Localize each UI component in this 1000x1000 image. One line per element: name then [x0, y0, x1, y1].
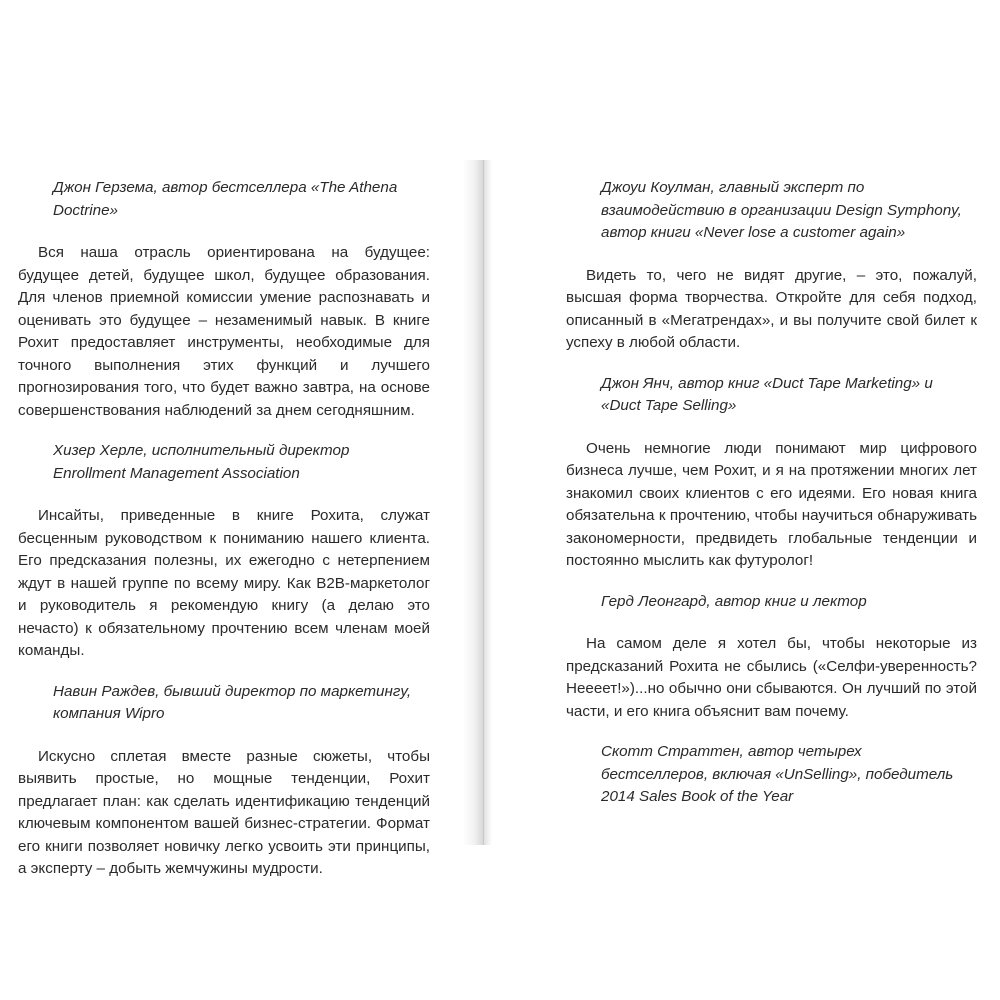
- endorsement-quote: Инсайты, приведенные в книге Рохита, служат бесценным руководством к пониманию нашего клиента. Его предсказания полезны, их ежегодно с нетерпением ждут в нашей группе по всему миру. Как B2B-маркетолог и руководитель я рекомендую книгу (а делаю это нечасто) к обязательному прочтению всем членам моей команды.: [18, 507, 430, 659]
- endorsement-attribution: Герд Леонгард, автор книг и лектор: [601, 592, 867, 610]
- right-page-text: [566, 177, 977, 829]
- endorsement-attribution: Навин Раждев, бывший директор по маркетингу, компания Wipro: [53, 682, 412, 722]
- endorsement-attribution: Джоуи Коулман, главный эксперт по взаимодействию в организации Design Symphony, автор книги «Never lose a customer again»: [601, 179, 962, 241]
- endorsement-quote: Вся наша отрасль ориентирована на будущее: будущее детей, будущее школ, будущее образования. Для членов приемной комиссии умение распознавать и оценивать это будущее – незаменимый навык. В книге Рохит предоставляет инструменты, необходимые для точного выполнения этих функций и лучшего прогнозирования того, что будет важно завтра, на основе совершенствования наблюдений за днем сегодняшним.: [18, 244, 430, 419]
- endorsement-attribution: Джон Герзема, автор бестселлера «The Athena Doctrine»: [53, 179, 398, 219]
- gutter-shadow: [484, 160, 492, 845]
- endorsement-quote: Видеть то, чего не видят другие, – это, пожалуй, высшая форма творчества. Откройте для себя подход, описанный в «Мегатрендах», и вы получите свой билет к успеху в любой области.: [566, 266, 977, 351]
- endorsement-quote: Очень немногие люди понимают мир цифрового бизнеса лучше, чем Рохит, и я на протяжении многих лет знакомил своих клиентов с его идеями. Его новая книга обязательна к прочтению, чтобы научиться обнаруживать закономерности, предвидеть глобальные тенденции и постоянно мыслить как футуролог!: [566, 439, 977, 569]
- left-page-text: [18, 177, 430, 899]
- gutter-shadow: [462, 160, 484, 845]
- endorsement-attribution: Хизер Херле, исполнительный директор Enrollment Management Association: [53, 442, 350, 482]
- book-gutter: [483, 160, 484, 845]
- endorsement-attribution: Скотт Страттен, автор четырех бестселлеров, включая «UnSelling», победитель 2014 Sales Book of the Year: [601, 743, 954, 805]
- endorsement-quote: На самом деле я хотел бы, чтобы некоторые из предсказаний Рохита не сбылись («Селфи-уверенность? Неееет!»)...но обычно они сбываются. Он лучший по этой части, и его книга объяснит вам почему.: [566, 635, 977, 720]
- endorsement-attribution: Джон Янч, автор книг «Duct Tape Marketing» и «Duct Tape Selling»: [601, 374, 933, 414]
- endorsement-quote: Искусно сплетая вместе разные сюжеты, чтобы выявить простые, но мощные тенденции, Рохит предлагает план: как сделать идентификацию тенденций ключевым компонентом вашей бизнес-стратегии. Формат его книги позволяет новичку легко усвоить эти принципы, а эксперту – добыть жемчужины мудрости.: [18, 747, 430, 877]
